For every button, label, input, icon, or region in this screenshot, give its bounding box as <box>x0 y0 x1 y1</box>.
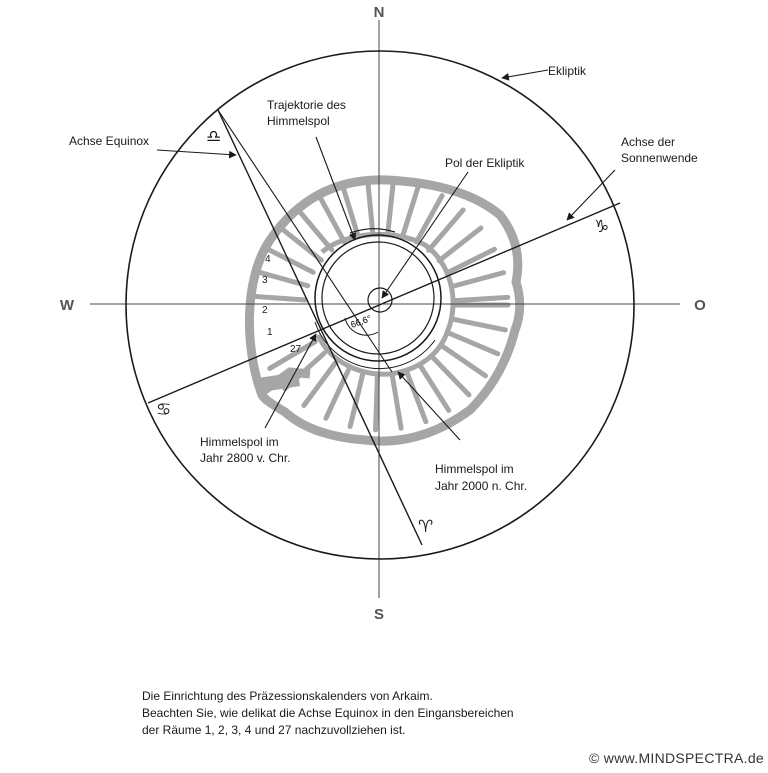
sonnenwende-label-2: Sonnenwende <box>621 151 698 165</box>
ruin-room-wall <box>416 196 442 242</box>
ruin-room-wall <box>266 248 313 272</box>
ruin-room-wall <box>407 372 426 421</box>
north-label: N <box>373 4 385 21</box>
west-label: W <box>59 297 75 314</box>
pole-2000-label-1: Himmelspol im <box>435 462 514 476</box>
ruin-room-wall <box>350 375 362 427</box>
ruin-room-wall <box>452 273 503 287</box>
sonnenwende-leader <box>567 170 615 220</box>
ekliptik-label: Ekliptik <box>548 64 587 78</box>
capricorn-symbol: ♑ <box>594 217 610 237</box>
room-3: 3 <box>262 275 268 286</box>
compass-axes <box>90 20 680 598</box>
pol-ekliptik-label: Pol der Ekliptik <box>445 156 525 170</box>
aries-symbol: ♈ <box>418 517 434 537</box>
trajectory-label-2: Himmelspol <box>267 114 330 128</box>
ruin-room-wall <box>403 186 419 237</box>
ruin-room-wall <box>388 181 394 234</box>
trajectory-label-1: Trajektorie des <box>267 98 346 112</box>
ruin-room-wall <box>449 333 498 354</box>
room-27: 27 <box>290 344 302 355</box>
ruin-room-wall <box>455 297 508 300</box>
ruin-room-wall <box>252 296 305 300</box>
ruin-room-wall <box>447 249 494 273</box>
ekliptik-leader <box>502 70 548 78</box>
caption-line-3: der Räume 1, 2, 3, 4 und 27 nachzuvollziehen ist. <box>142 723 406 737</box>
room-2: 2 <box>262 305 268 316</box>
pole-2800-label-2: Jahr 2800 v. Chr. <box>200 451 291 465</box>
trajectory-circle <box>315 235 441 361</box>
achse-equinox-label: Achse Equinox <box>69 134 150 148</box>
copyright-watermark: © www.MINDSPECTRA.de <box>588 750 764 766</box>
east-label: O <box>694 297 706 314</box>
caption <box>142 688 602 739</box>
angle-label: 66,6° <box>349 313 373 330</box>
cancer-symbol: ♋ <box>156 400 172 420</box>
room-4: 4 <box>265 254 271 265</box>
ruin-room-wall <box>368 181 373 234</box>
axis-lines <box>148 110 620 545</box>
libra-symbol: ♎ <box>206 127 222 147</box>
pole-2800-label-1: Himmelspol im <box>200 435 279 449</box>
south-label: S <box>373 606 385 623</box>
caption-line-1: Die Einrichtung des Präzessionskalenders von Arkaim. <box>142 689 433 703</box>
achse-equinox-leader <box>157 150 236 155</box>
pole-2000-label-2: Jahr 2000 n. Chr. <box>435 479 528 493</box>
ruin-room-wall <box>453 319 505 330</box>
ruin-room-wall <box>326 370 348 418</box>
inner-circle <box>322 242 434 354</box>
sonnenwende-label-1: Achse der <box>621 135 676 149</box>
caption-line-2: Beachten Sie, wie delikat die Achse Equinox in den Eingansbereichen <box>142 706 514 720</box>
ruin-room-wall <box>392 376 401 428</box>
room-1: 1 <box>267 327 273 338</box>
pole-link-line <box>218 110 392 372</box>
ruin-room-wall <box>376 377 378 430</box>
